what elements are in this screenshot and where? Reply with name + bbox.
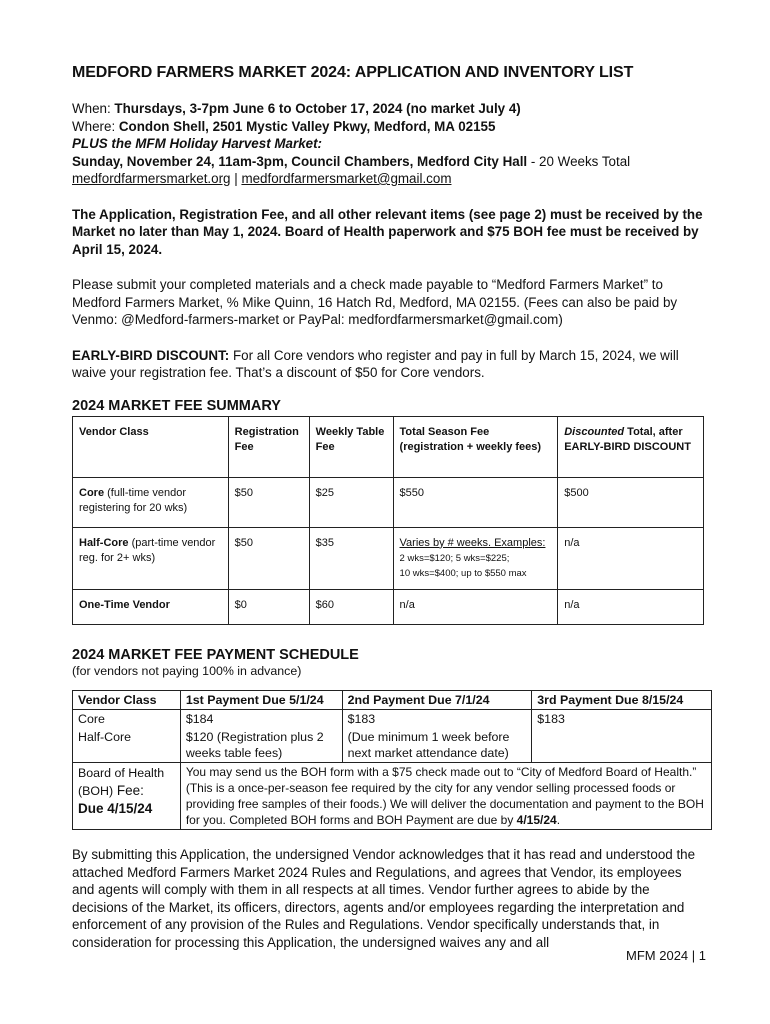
fee-header-discounted-ital: Discounted (564, 425, 625, 438)
schedule-cell-third (532, 728, 712, 763)
when-line (72, 100, 704, 118)
fee-cell-class (73, 477, 229, 527)
fee-cell-total: $550 (393, 477, 558, 527)
fee-header-total (393, 416, 558, 477)
fee-cell-total: n/a (393, 589, 558, 624)
fee-class-name: Half-Core (79, 536, 129, 549)
schedule-cell-boh-label (73, 763, 181, 830)
page-title: MEDFORD FARMERS MARKET 2024: APPLICATION AND INVENTORY LIST (72, 64, 634, 81)
holiday-line (72, 153, 704, 171)
schedule-header-first-payment: 1st Payment Due 5/1/24 (180, 691, 342, 710)
fee-header-total-sub: (registration + weekly fees) (399, 440, 542, 453)
fee-total-varies: Varies by # weeks. Examples: (399, 536, 546, 549)
schedule-cell-first: $184 (180, 710, 342, 729)
boh-note-end: . (556, 813, 561, 827)
fee-header-discounted-rest: Total, after EARLY-BIRD DISCOUNT (564, 425, 691, 453)
boh-label-fee: Fee: (113, 783, 144, 798)
fee-header-registration: Registration Fee (228, 416, 309, 477)
website-link[interactable]: medfordfarmersmarket.org (72, 171, 231, 186)
page-footer: MFM 2024 | 1 (626, 948, 706, 963)
fee-cell-discounted: n/a (558, 527, 704, 589)
plus-holiday: PLUS the MFM Holiday Harvest Market: (72, 136, 323, 151)
contact-line (72, 170, 704, 188)
schedule-cell-second: (Due minimum 1 week before next market attendance date) (342, 728, 532, 763)
fee-cell-registration: $50 (228, 527, 309, 589)
contact-separator: | (230, 171, 242, 186)
fee-total-note-1: 2 wks=$120; 5 wks=$225; (399, 552, 510, 564)
fee-header-weekly: Weekly Table Fee (309, 416, 393, 477)
fee-row-one-time (73, 589, 704, 624)
email-link[interactable]: medfordfarmersmarket@gmail.com (241, 171, 452, 186)
fee-class-name: One-Time Vendor (79, 598, 170, 611)
schedule-header-vendor-class: Vendor Class (73, 691, 181, 710)
payment-schedule-heading: 2024 MARKET FEE PAYMENT SCHEDULE (72, 646, 359, 663)
schedule-cell-second: $183 (342, 710, 532, 729)
boh-note-text: You may send us the BOH form with a $75 check made out to “City of Medford Board of Health.” (This is a once-per-season fee required by the city for any vendor selling processed foods or providing free samples of their foods.) We will deliver the documentation and payment to the BOH for you. Completed BOH forms and BOH Payment are due by (185, 765, 704, 827)
schedule-cell-boh-note (180, 763, 711, 830)
fee-header-discounted (558, 416, 704, 477)
where-line (72, 118, 704, 136)
fee-cell-weekly: $35 (309, 527, 393, 589)
fee-total-note-2: 10 wks=$400; up to $550 max (399, 567, 527, 579)
schedule-row-boh (73, 763, 712, 830)
document-page (72, 64, 704, 951)
earlybird-label: EARLY-BIRD DISCOUNT: (72, 347, 230, 363)
when-value: Thursdays, 3-7pm June 6 to October 17, 2024 (no market July 4) (114, 101, 521, 116)
fee-class-desc: (part-time vendor reg. for 2+ wks) (79, 536, 216, 564)
holiday-value: Sunday, November 24, 11am-3pm, Council Chambers, Medford City Hall (72, 153, 528, 169)
fee-row-core (73, 477, 704, 527)
boh-label-line1: Board of Health (BOH) (78, 766, 165, 798)
fee-cell-class (73, 527, 229, 589)
boh-label-due: Due 4/15/24 (78, 801, 153, 816)
schedule-row-core (73, 710, 712, 729)
fee-cell-weekly: $60 (309, 589, 393, 624)
fee-header-total-label: Total Season Fee (399, 425, 490, 438)
schedule-header-third-payment: 3rd Payment Due 8/15/24 (532, 691, 712, 710)
fee-summary-heading: 2024 MARKET FEE SUMMARY (72, 397, 281, 414)
fee-header-vendor-class: Vendor Class (73, 416, 229, 477)
deadline-part2: . Board of Health paperwork and $75 BOH fee must be received by April 15, 2024. (72, 224, 699, 257)
fee-cell-registration: $0 (228, 589, 309, 624)
fee-summary-table (72, 416, 704, 625)
market-info (72, 100, 704, 188)
fee-cell-discounted: $500 (558, 477, 704, 527)
schedule-row-half-core (73, 728, 712, 763)
fee-cell-weekly: $25 (309, 477, 393, 527)
schedule-cell-class: Half-Core (73, 728, 181, 763)
fee-class-name: Core (79, 486, 105, 499)
earlybird-text: For all Core vendors who register and pay in full by March 15, 2024, we will waive your registration fee. That’s a discount of $50 for Core vendors. (72, 347, 679, 380)
deadline-part1: The Application, Registration Fee, and all other relevant items (see page 2) must be received by the Market no later than May 1, 2024 (72, 206, 703, 239)
schedule-cell-class: Core (73, 710, 181, 729)
schedule-cell-third: $183 (532, 710, 712, 729)
where-value: Condon Shell, 2501 Mystic Valley Pkwy, Medford, MA 02155 (118, 118, 496, 134)
schedule-header-second-payment: 2nd Payment Due 7/1/24 (342, 691, 532, 710)
fee-cell-class (73, 589, 229, 624)
fee-header-row (73, 416, 704, 477)
fee-row-half-core (73, 527, 704, 589)
submit-instructions: Please submit your completed materials and a check made payable to “Medford Farmers Market” to Medford Farmers Market, % Mike Quinn, 16 Hatch Rd, Medford, MA 02155. (Fees can also be paid by Venmo: @Medford-farmers-market or PayPal: medfordfarmersmarket@gmail.com) (72, 277, 678, 327)
fee-class-desc: (full-time vendor registering for 20 wks) (79, 486, 188, 514)
earlybird-paragraph (72, 347, 704, 382)
holiday-suffix: - 20 Weeks Total (527, 153, 631, 169)
fee-cell-total (393, 527, 558, 589)
payment-schedule-subheading: (for vendors not paying 100% in advance) (72, 663, 302, 678)
deadline-notice (72, 206, 704, 259)
agreement-paragraph: By submitting this Application, the undersigned Vendor acknowledges that it has read and understood the attached Medford Farmers Market 2024 Rules and Regulations, and agrees that Vendor, its employees and agents will comply with them in all respects at all times. Vendor further agrees to abide by the decisions of the Market, its officers, directors, agents and/or employees regarding the interpretation and enforcement of any provision of the Rules and Regulations. Vendor specifically understands that, in consideration for processing this Application, the undersigned waives any and all (72, 847, 696, 950)
boh-due-date: 4/15/24 (516, 813, 557, 827)
fee-cell-registration: $50 (228, 477, 309, 527)
schedule-cell-first: $120 (Registration plus 2 weeks table fees) (180, 728, 342, 763)
schedule-header-row (73, 691, 712, 710)
where-label: Where: (72, 118, 119, 134)
fee-cell-discounted: n/a (558, 589, 704, 624)
payment-schedule-table (72, 690, 712, 830)
when-label: When: (72, 101, 115, 116)
